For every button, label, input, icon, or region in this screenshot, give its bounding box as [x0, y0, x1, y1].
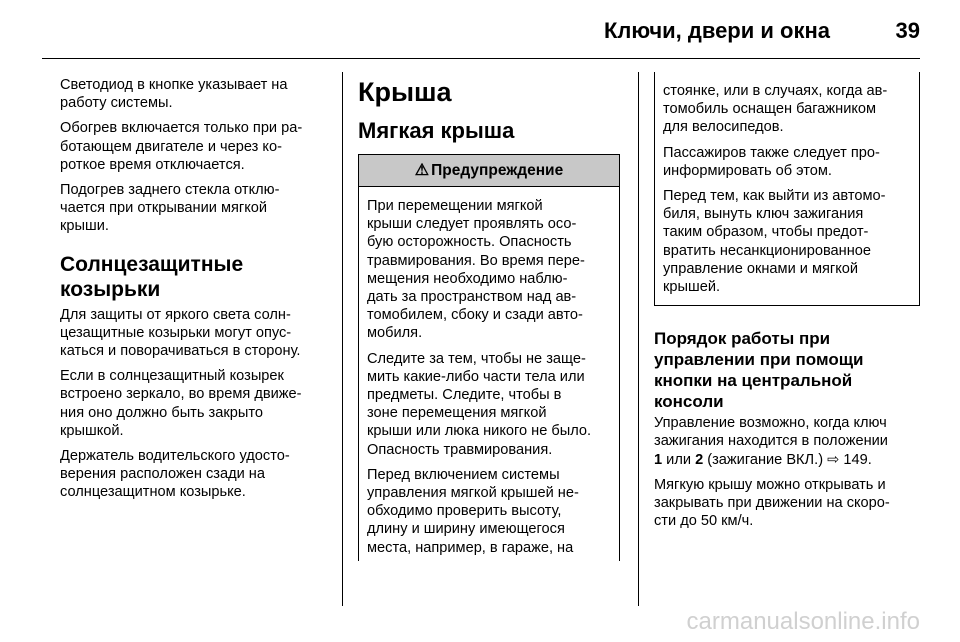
paragraph: Мягкую крышу можно открывать и закрывать при движении на скоро- сти до 50 км/ч.	[654, 476, 890, 530]
paragraph: Обогрев включается только при ра- ботающем двигателе и через ко- роткое время отключается.	[60, 120, 303, 173]
section-heading-sun-visors: Солнцезащитные козырьки	[60, 252, 244, 301]
chapter-heading-roof: Крыша	[358, 77, 452, 107]
warning-label: Предупреждение	[431, 162, 564, 179]
warning-header	[359, 155, 619, 187]
warning-box-continued	[654, 72, 920, 306]
paragraph: Управление возможно, когда ключ зажигания находится в положении 1 или 2 (зажигание ВКЛ.) ⇨ 149.	[654, 415, 888, 468]
column-1	[60, 76, 325, 509]
warning-text: Перед включением системы управления мягкой крышей не- обходимо проверить высоту, длину и ширину имеющегося места, например, в гараже, на	[367, 466, 579, 556]
watermark: carmanualsonline.info	[686, 608, 920, 635]
paragraph: Светодиод в кнопке указывает на работу системы.	[60, 77, 288, 112]
paragraph: Если в солнцезащитный козырек встроено зеркало, во время движе- ния оно должно быть закрыто крышкой.	[60, 368, 302, 439]
header-rule	[42, 58, 920, 59]
warning-text: стоянке, или в случаях, когда ав- томобиль оснащен багажником для велосипедов.	[663, 83, 888, 136]
column-2	[358, 76, 620, 561]
paragraph: Подогрев заднего стекла отклю- чается при открывании мягкой крыши.	[60, 182, 280, 235]
warning-text: При перемещении мягкой крыши следует проявлять осо- бую осторожность. Опасность травмирования. Во время пере- мещения необходимо наблю- дать за пространством над ав- томобилем, сбоку и сзади авто- мобиля.	[367, 198, 585, 342]
paragraph: Для защиты от яркого света солн- цезащитные козырьки могут опус- каться и поворачиваться в сторону.	[60, 306, 301, 360]
paragraph: Держатель водительского удосто- верения расположен сзади на солнцезащитном козырьке.	[60, 448, 290, 501]
warning-text: Перед тем, как выйти из автомо- биля, вынуть ключ зажигания таким образом, чтобы предот- вратить несанкционированное управление окнами и мягкой крышей.	[663, 188, 886, 296]
column-divider-2	[638, 72, 639, 606]
column-divider-1	[342, 72, 343, 606]
warning-text: Следите за тем, чтобы не заще- мить какие-либо части тела или предметы. Следите, чтобы в зоне перемещения мягкой крыши или люка никого не было. Опасность травмирования.	[367, 350, 592, 458]
page-reference-icon: ⇨	[827, 451, 840, 468]
warning-text: Пассажиров также следует про- информировать об этом.	[663, 144, 880, 179]
warning-triangle-icon: ⚠	[414, 162, 430, 179]
running-header-title: Ключи, двери и окна	[604, 18, 830, 43]
page-number: 39	[895, 18, 920, 43]
section-heading-console-button: Порядок работы при управлении при помощи кнопки на центральной консоли	[654, 329, 864, 412]
warning-box	[358, 154, 620, 561]
section-heading-soft-top: Мягкая крыша	[358, 118, 515, 143]
column-3	[654, 72, 920, 537]
